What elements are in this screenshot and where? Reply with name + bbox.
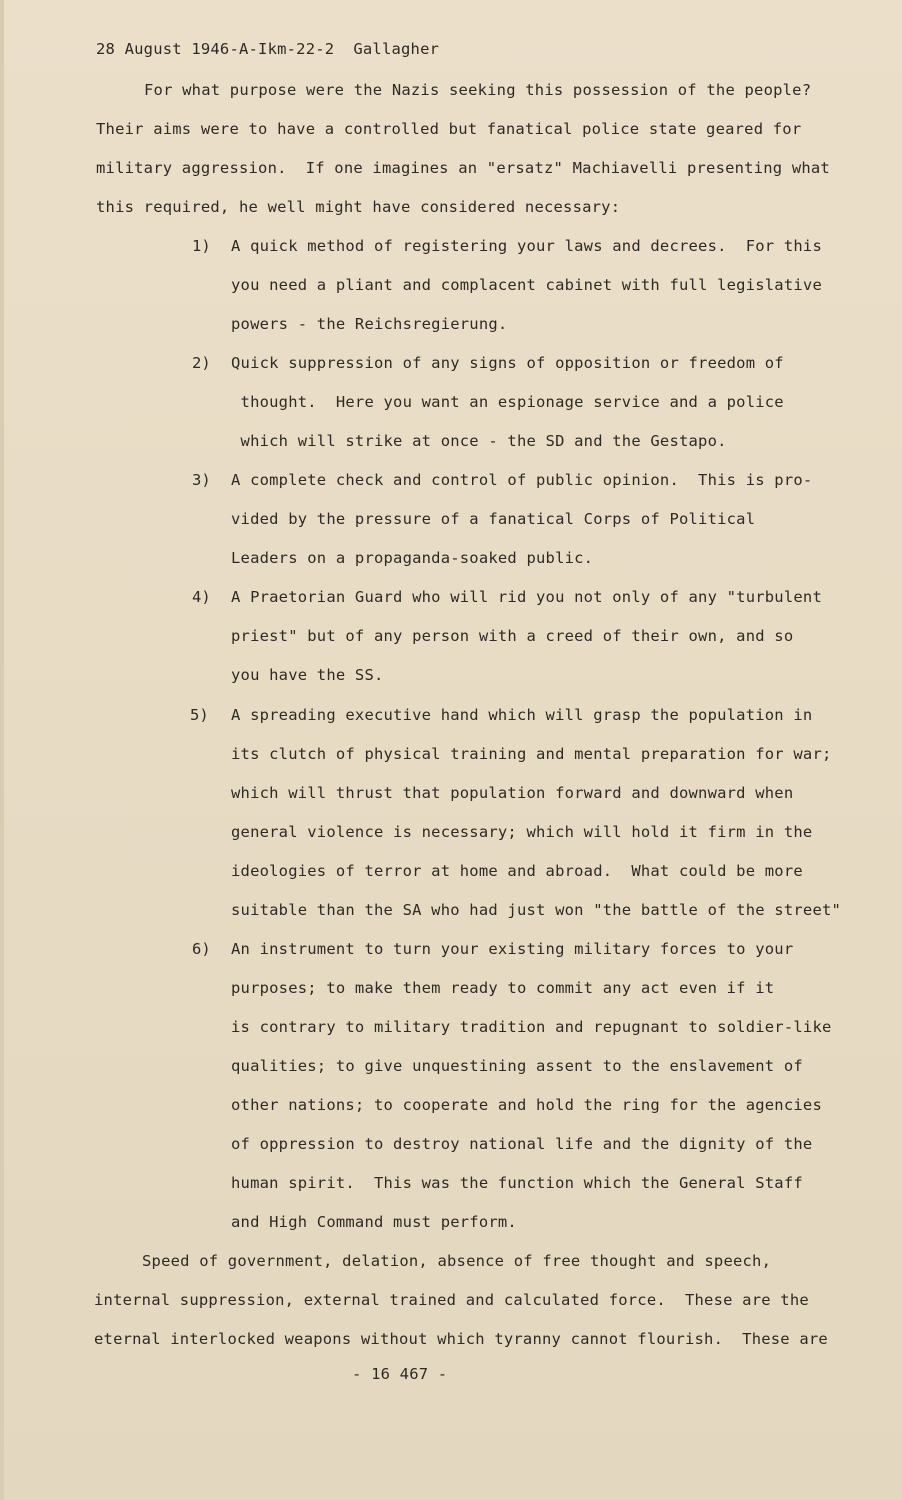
list-item-line: general violence is necessary; which will hold it firm in the — [231, 823, 813, 841]
list-item-line: Leaders on a propaganda-soaked public. — [231, 549, 594, 567]
intro-line: Their aims were to have a controlled but fanatical police state geared for — [96, 120, 802, 138]
list-item-number: 3) — [192, 471, 211, 489]
list-item-line: A spreading executive hand which will grasp the population in — [231, 706, 813, 724]
intro-line: this required, he well might have considered necessary: — [96, 198, 621, 216]
closing-line: Speed of government, delation, absence of free thought and speech, — [142, 1252, 772, 1270]
list-item-number: 6) — [192, 940, 211, 958]
list-item-number: 2) — [192, 354, 211, 372]
list-item-line: An instrument to turn your existing military forces to your — [231, 940, 794, 958]
list-item-line: other nations; to cooperate and hold the ring for the agencies — [231, 1096, 822, 1114]
list-item-line: is contrary to military tradition and repugnant to soldier-like — [231, 1018, 832, 1036]
list-item-line: which will strike at once - the SD and the Gestapo. — [231, 432, 727, 450]
list-item-line: ideologies of terror at home and abroad. What could be more — [231, 862, 803, 880]
list-item-line: priest" but of any person with a creed of their own, and so — [231, 627, 794, 645]
list-item-line: qualities; to give unquestining assent to the enslavement of — [231, 1057, 803, 1075]
list-item-line: suitable than the SA who had just won "the battle of the street" — [231, 901, 842, 919]
list-item-line: human spirit. This was the function which the General Staff — [231, 1174, 803, 1192]
list-item-line: powers - the Reichsregierung. — [231, 315, 508, 333]
list-item-line: you have the SS. — [231, 666, 384, 684]
list-item-line: its clutch of physical training and mental preparation for war; — [231, 745, 832, 763]
list-item-line: of oppression to destroy national life and the dignity of the — [231, 1135, 813, 1153]
list-item-line: Quick suppression of any signs of opposition or freedom of — [231, 354, 784, 372]
list-item-line: purposes; to make them ready to commit any act even if it — [231, 979, 775, 997]
list-item-line: which will thrust that population forward and downward when — [231, 784, 794, 802]
list-item-line: A Praetorian Guard who will rid you not only of any "turbulent — [231, 588, 822, 606]
list-item-line: thought. Here you want an espionage service and a police — [231, 393, 784, 411]
list-item-number: 4) — [192, 588, 211, 606]
list-item-line: and High Command must perform. — [231, 1213, 517, 1231]
list-item-line: A complete check and control of public opinion. This is pro- — [231, 471, 813, 489]
closing-line: eternal interlocked weapons without which tyranny cannot flourish. These are — [94, 1330, 828, 1348]
intro-line: For what purpose were the Nazis seeking this possession of the people? — [144, 81, 812, 99]
list-item-line: A quick method of registering your laws and decrees. For this — [231, 237, 822, 255]
page-header: 28 August 1946-A-Ikm-22-2 Gallagher — [96, 40, 440, 58]
list-item-number: 5) — [190, 706, 209, 724]
list-item-line: you need a pliant and complacent cabinet with full legislative — [231, 276, 822, 294]
intro-line: military aggression. If one imagines an "ersatz" Machiavelli presenting what — [96, 159, 830, 177]
list-item-line: vided by the pressure of a fanatical Corps of Political — [231, 510, 756, 528]
list-item-number: 1) — [192, 237, 211, 255]
closing-line: internal suppression, external trained and calculated force. These are the — [94, 1291, 809, 1309]
page-number: - 16 467 - — [352, 1365, 448, 1383]
